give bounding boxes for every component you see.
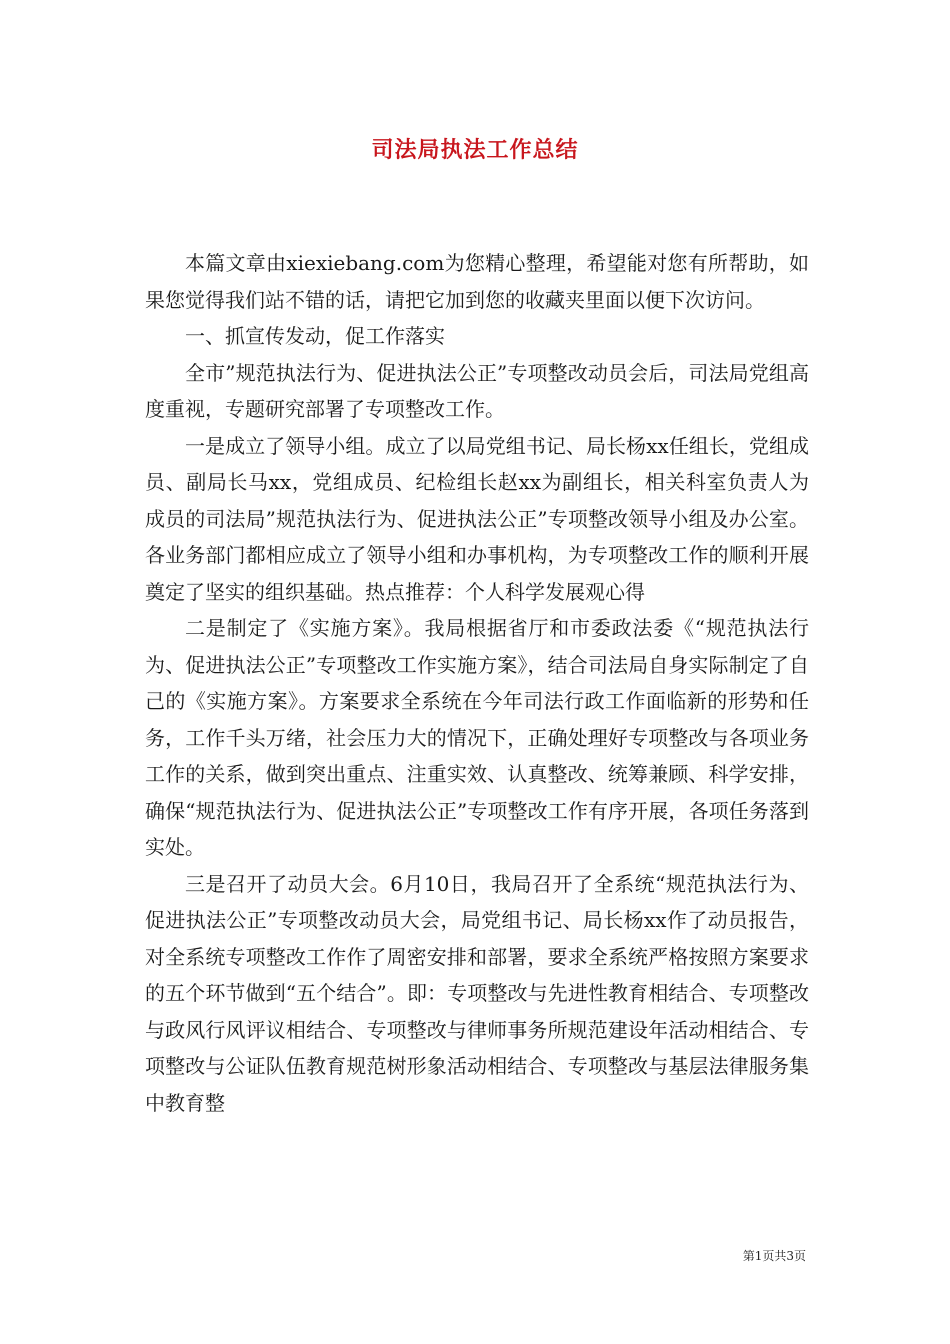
document-title: 司法局执法工作总结	[371, 137, 579, 163]
paragraph-mobilization-meeting: 三是召开了动员大会。6月10日，我局召开了全系统“规范执法行为、促进执法公正”专项整改动员大会，局党组书记、局长杨xx作了动员报告，对全系统专项整改工作作了周密安排和部署，要求全系统严格按照方案要求的五个环节做到“五个结合”。即：专项整改与先进性教育相结合、专项整改与政风行风评议相结合、专项整改与律师事务所规范建设年活动相结合、专项整改与公证队伍教育规范树形象活动相结合、专项整改与基层法律服务集中教育整	[145, 871, 809, 1115]
paragraph-leading-group: 一是成立了领导小组。成立了以局党组书记、局长杨xx任组长，党组成员、副局长马xx，党组成员、纪检组长赵xx为副组长，相关科室负责人为成员的司法局”规范执法行为、促进执法公正”专项整改领导小组及办公室。各业务部门都相应成立了领导小组和办事机构，为专项整改工作的顺利开展奠定了坚实的组织基础。热点推荐：个人科学发展观心得	[145, 433, 809, 604]
page-number: 第1页共3页	[742, 1249, 806, 1263]
paragraph-implementation-plan: 二是制定了《实施方案》。我局根据省厅和市委政法委《“规范执法行为、促进执法公正”专项整改工作实施方案》，结合司法局自身实际制定了自己的《实施方案》。方案要求全系统在今年司法行政工作面临新的形势和任务，工作千头万绪，社会压力大的情况下，正确处理好专项整改与各项业务工作的关系，做到突出重点、注重实效、认真整改、统筹兼顾、科学安排，确保“规范执法行为、促进执法公正”专项整改工作有序开展，各项任务落到实处。	[145, 616, 809, 859]
paragraph-intro: 本篇文章由xiexiebang.com为您精心整理，希望能对您有所帮助，如果您觉得我们站不错的话，请把它加到您的收藏夹里面以便下次访问。	[145, 251, 809, 312]
section-heading-1: 一、抓宣传发动，促工作落实	[185, 324, 445, 348]
paragraph-overview: 全市”规范执法行为、促进执法公正”专项整改动员会后，司法局党组高度重视，专题研究部署了专项整改工作。	[145, 360, 809, 421]
document-body	[145, 245, 809, 1121]
